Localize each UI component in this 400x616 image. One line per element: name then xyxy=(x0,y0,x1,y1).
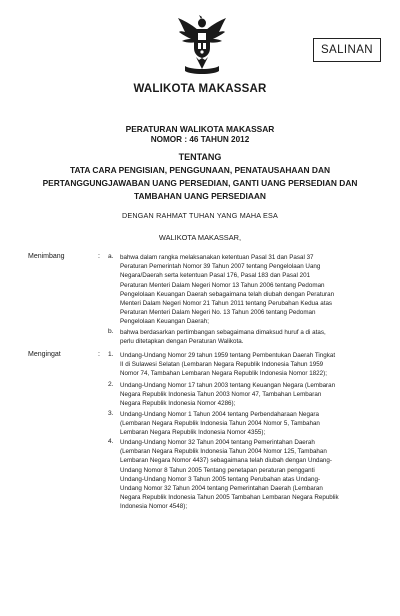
title-line: PERTANGGUNGJAWABAN UANG PERSEDIAN, GANTI UANG PERSEDIAN DAN xyxy=(42,178,358,188)
text-line: II di Sulawesi Selatan (Lembaran Negara Republik Indonesia Tahun 1959 xyxy=(120,361,324,369)
clause-marker: 4. xyxy=(108,438,114,445)
clause-marker: 2. xyxy=(108,381,114,388)
clause-text xyxy=(120,253,370,327)
text-line: Peraturan Pemerintah Nomor 39 Tahun 2007 tentang Pengelolaan Uang xyxy=(120,263,321,271)
text-line: Negara Republik Indonesia Nomor 4286); xyxy=(120,400,236,408)
mayor-line: WALIKOTA MAKASSAR, xyxy=(158,233,242,242)
clause-text xyxy=(120,351,370,379)
clause-text xyxy=(120,438,370,512)
clause-marker: b. xyxy=(108,328,114,335)
title-line: TATA CARA PENGISIAN, PENGGUNAAN, PENATAUSAHAAN DAN xyxy=(69,165,331,175)
text-line: (Lembaran Negara Republik Indonesia Tahun 2004 Nomor 5, Tambahan xyxy=(120,420,320,428)
clause-text xyxy=(120,381,370,409)
text-line: Undang-Undang Nomor 3 Tahun 2005 tentang Perubahan atas Undang- xyxy=(120,475,321,483)
garuda-emblem-icon xyxy=(177,14,227,78)
text-line: Undang Nomor 8 Tahun 2005 Tentang penetapan peraturan pengganti xyxy=(120,466,315,474)
clause-text xyxy=(120,410,370,438)
regulation-number: NOMOR : 46 TAHUN 2012 xyxy=(150,135,250,144)
text-line: Nomor 74, Tambahan Lembaran Negara Republik Indonesia Nomor 1822); xyxy=(120,370,327,378)
text-line: Menteri Dalam Negeri Nomor 21 Tahun 2011 tentang Perubahan Kedua atas xyxy=(120,300,333,308)
clause-marker: 3. xyxy=(108,410,114,417)
text-line: Negara/Daerah serta ketentuan Pasal 176, Pasal 183 dan Pasal 201 xyxy=(120,272,311,280)
regulation-heading: PERATURAN WALIKOTA MAKASSAR xyxy=(125,124,275,134)
menimbang-label: Menimbang xyxy=(28,253,65,260)
clause-marker: a. xyxy=(108,253,114,260)
text-line: Undang Nomor 32 Tahun 2004 tentang Pemerintahan Daerah (Lembaran xyxy=(120,485,323,493)
text-line: Peraturan Menteri Dalam Negeri Nomor 13 Tahun 2006 tentang Pedoman xyxy=(120,281,325,289)
mengingat-label: Mengingat xyxy=(28,351,61,358)
grace-line: DENGAN RAHMAT TUHAN YANG MAHA ESA xyxy=(121,211,279,220)
title-line: TAMBAHAN UANG PERSEDIAAN xyxy=(134,191,266,201)
text-line: Undang-Undang Nomor 29 tahun 1959 tentang Pembentukan Daerah Tingkat xyxy=(120,352,336,359)
text-line: Pengelolaan Keuangan Daerah sebagaimana telah diubah dengan Peraturan xyxy=(120,290,335,298)
text-line: bahwa berdasarkan pertimbangan sebagaimana dimaksud huruf a di atas, xyxy=(120,329,326,336)
text-line: Lembaran Negara Nomor 4437) sebagaimana telah diubah dengan Undang- xyxy=(120,457,332,465)
text-line: Negara Republik Indonesia Tahun 2005 Tambahan Lembaran Negara Republik xyxy=(120,494,339,502)
text-line: Undang-Undang Nomor 32 Tahun 2004 tentang Pemerintahan Daerah xyxy=(120,439,315,446)
text-line: Peraturan Menteri Dalam Negeri No. 13 Tahun 2006 tentang Pedoman xyxy=(120,309,316,317)
text-line: Pengelolaan Keuangan Daerah; xyxy=(120,318,209,326)
text-line: Negara Republik Indonesia Tahun 2003 Nomor 47, Tambahan Lembaran xyxy=(120,391,322,399)
text-line: (Lembaran Negara Republik Indonesia Tahun 2004 Nomor 125, Tambahan xyxy=(120,448,327,456)
text-line: Undang-Undang Nomor 1 Tahun 2004 tentang Perbendaharaan Negara xyxy=(120,411,319,418)
text-line: Undang-Undang Nomor 17 tahun 2003 tentang Keuangan Negara (Lembaran xyxy=(120,382,336,389)
about-heading: TENTANG xyxy=(178,152,222,162)
menimbang-colon: : xyxy=(98,253,100,260)
text-line: Lembaran Negara Republik Indonesia Nomor 4355); xyxy=(120,429,266,437)
regulation-title xyxy=(0,164,400,203)
clause-text xyxy=(120,328,370,346)
mengingat-colon: : xyxy=(98,351,100,358)
text-line: Indonesia Nomor 4548); xyxy=(120,503,188,511)
text-line: perlu ditetapkan dengan Peraturan Walikota. xyxy=(120,338,244,346)
text-line: bahwa dalam rangka melaksanakan ketentuan Pasal 31 dan Pasal 37 xyxy=(120,254,314,261)
issuer-heading: WALIKOTA MAKASSAR xyxy=(133,83,267,95)
clause-marker: 1. xyxy=(108,351,114,358)
salinan-stamp: SALINAN xyxy=(313,38,381,62)
